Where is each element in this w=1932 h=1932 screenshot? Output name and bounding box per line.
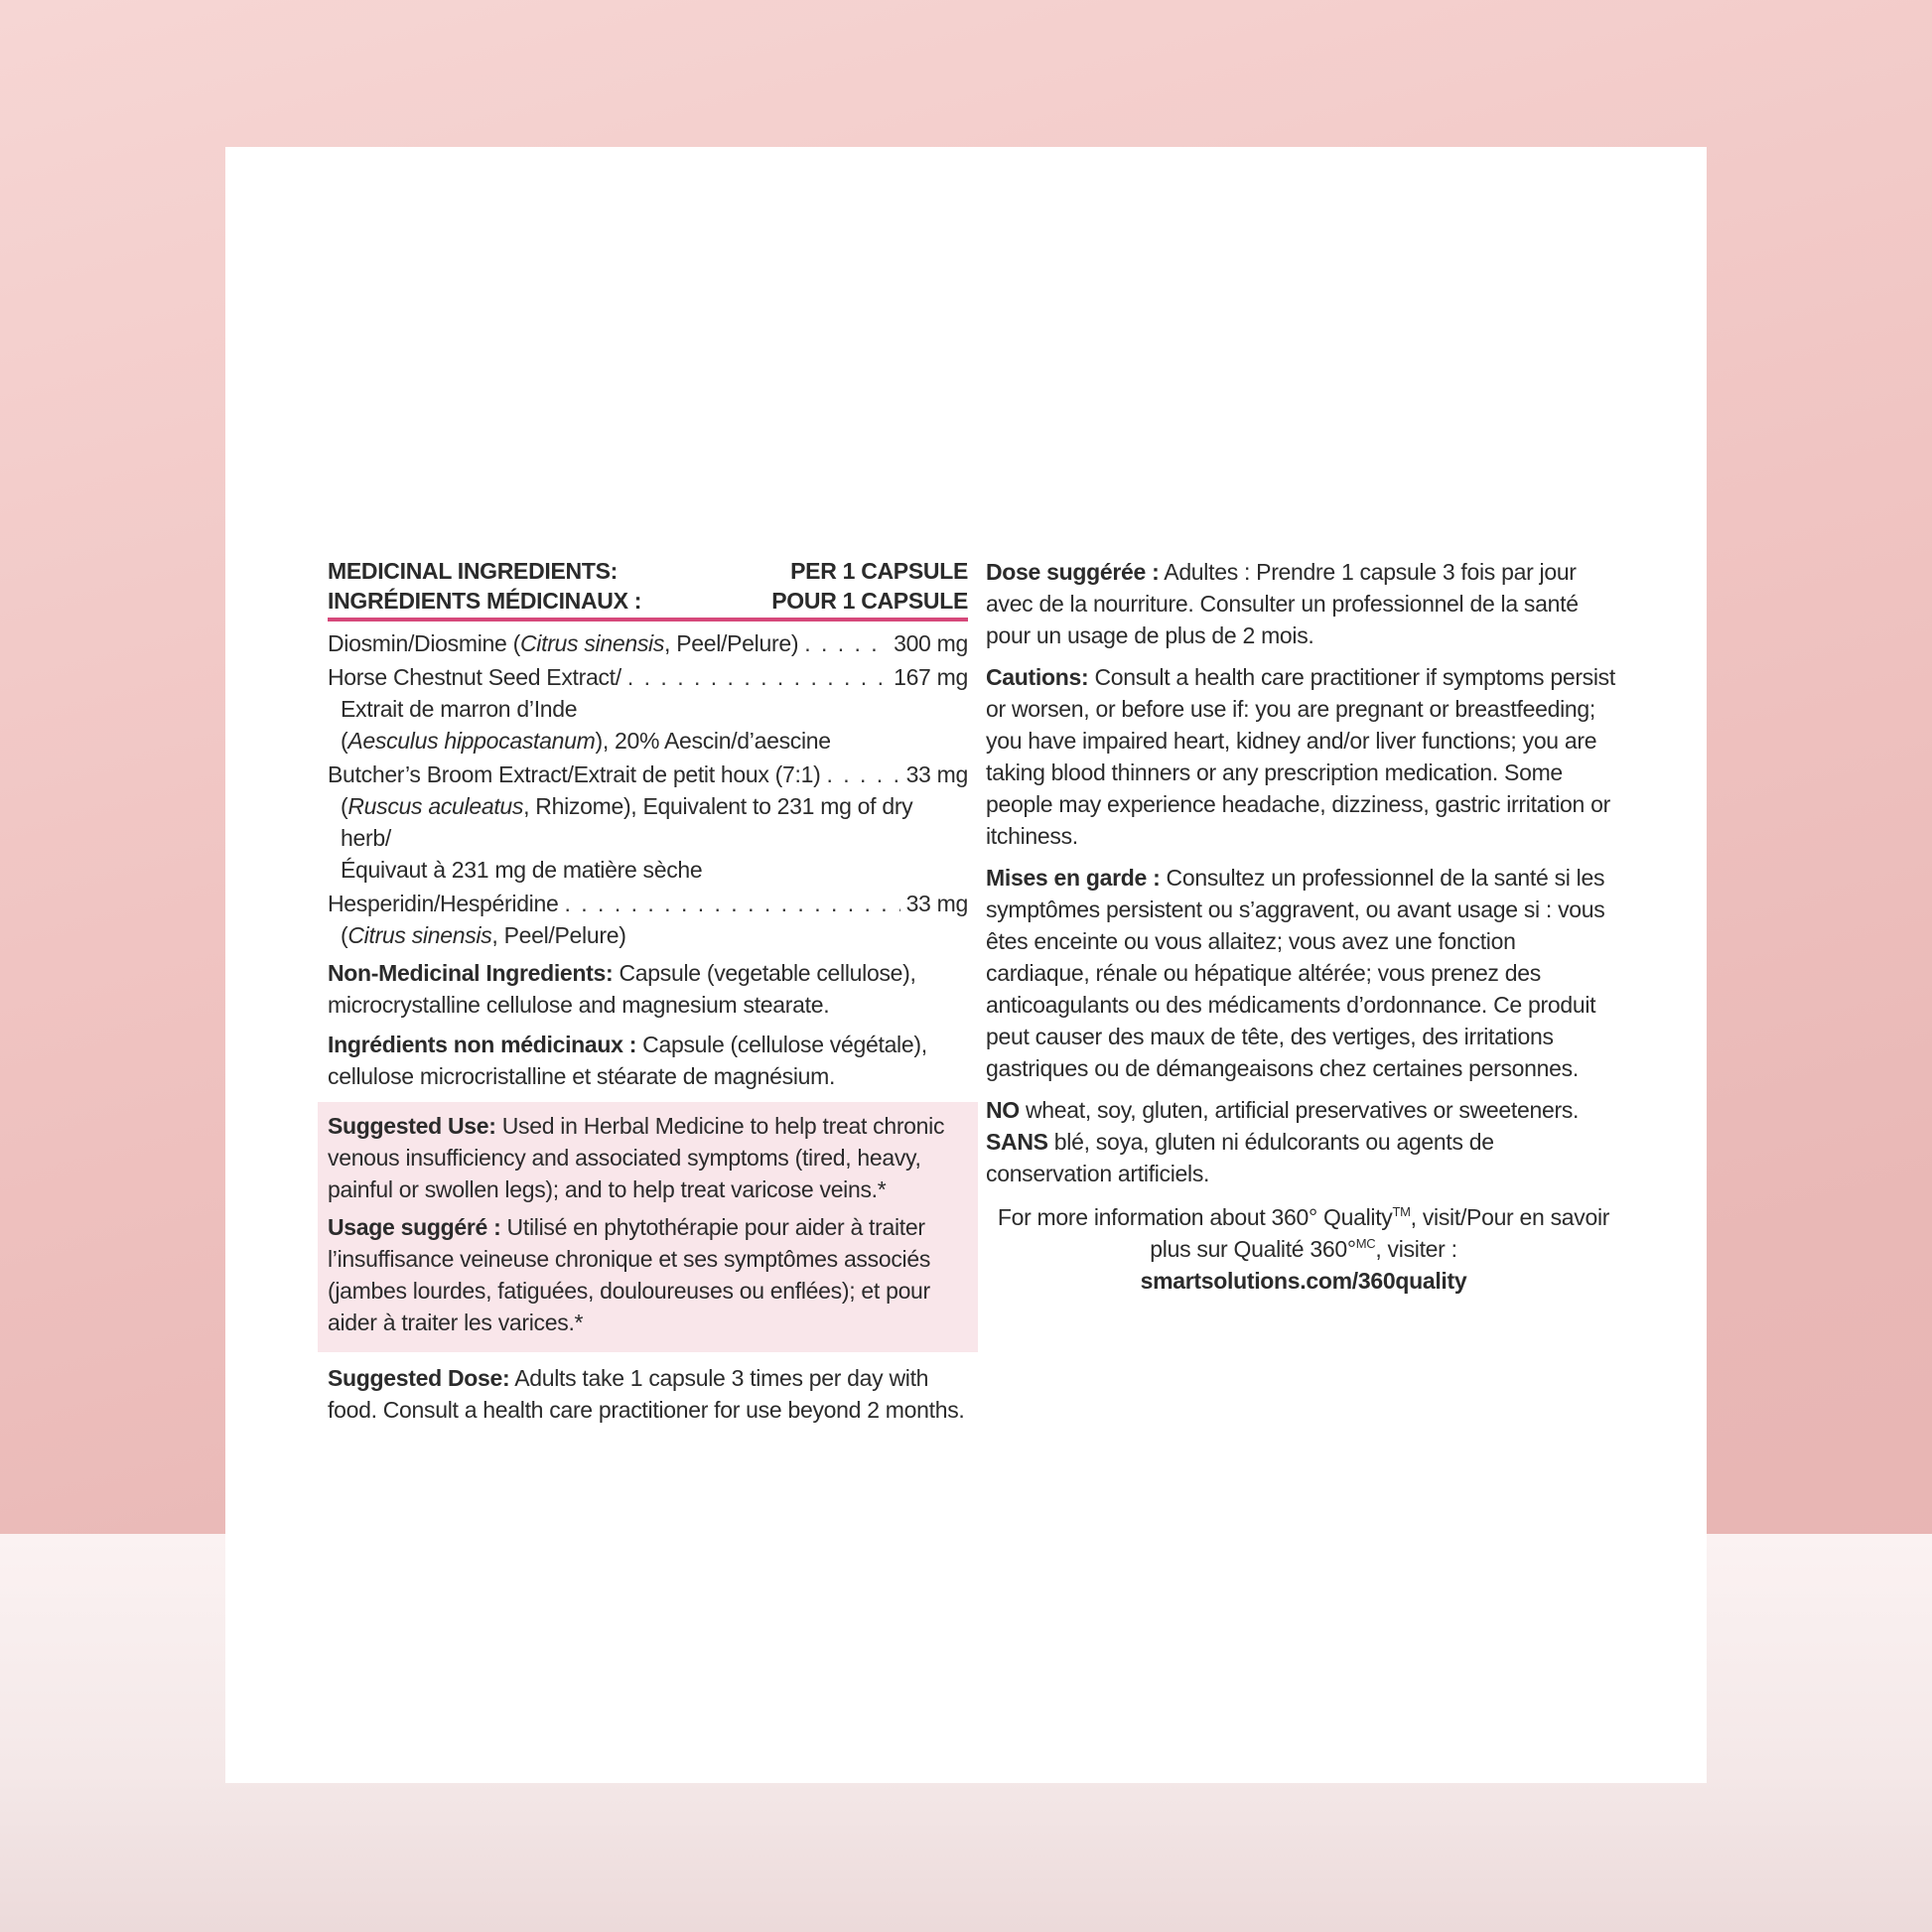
header-per-capsule-en: PER 1 CAPSULE [790,558,968,584]
suggested-use-en: Suggested Use: Used in Herbal Medicine to help treat chronic venous insufficiency and associated symptoms (tired, heavy, painful or swollen legs); and to help treat varicose veins.* [328,1113,945,1202]
ingredient-amount: 300 mg [894,630,968,656]
header-row-en [328,556,968,586]
ingredient-horse-chestnut [328,661,968,757]
cautions-en: Cautions: Consult a health care practitioner if symptoms persist or worsen, or before use if: you are pregnant or breastfeeding; you have impaired heart, kidney and/or liver functions; you are taking blood thinners or any prescription medication. Some people may experience headache, dizziness, gastric irritation or itchiness. [986,664,1615,849]
ingredient-amount: 167 mg [894,664,968,690]
non-medicinal-fr: Ingrédients non médicinaux : Capsule (cellulose végétale), cellulose microcristalline et stéarate de magnésium. [328,1032,927,1089]
dot-leader [804,627,888,659]
header-divider [328,618,968,621]
free-from-en: NO wheat, soy, gluten, artificial preservatives or sweeteners. [986,1097,1580,1123]
label-panel [225,147,1707,1783]
dot-leader [826,759,899,790]
free-from-fr: SANS blé, soya, gluten ni édulcorants ou agents de conservation artificiels. [986,1129,1494,1186]
right-column [986,556,1621,1297]
left-column [328,556,968,1434]
more-info-note: For more information about 360° Quality™, visit/Pour en savoir plus sur Qualité 360°$^{MC}$, visiter : smartsolutions.com/360quality [997,1204,1610,1294]
ingredient-diosmin [328,627,968,659]
dot-leader [564,888,899,919]
ingredient-name: Diosmin/Diosmine (Citrus sinensis, Peel/Pelure) [328,630,799,656]
header-ingredients-fr: INGRÉDIENTS MÉDICINAUX : [328,588,642,614]
suggested-use-fr: Usage suggéré : Utilisé en phytothérapie pour aider à traiter l’insuffisance veineuse chronique et ses symptômes associés (jambes lourdes, fatiguées, douloureuses ou enflées); et pour aider à traiter les varices.* [328,1214,931,1335]
ingredient-detail: (Ruscus aculeatus, Rhizome), Equivalent to 231 mg of dry herb/ [341,793,913,851]
ingredient-amount: 33 mg [905,761,968,787]
dot-leader [627,661,888,693]
ingredient-name: Horse Chestnut Seed Extract/ [328,664,621,690]
ingredient-detail: (Aesculus hippocastanum), 20% Aescin/d’aescine [341,728,831,754]
website-link[interactable]: smartsolutions.com/360quality [1140,1268,1467,1294]
ingredient-detail: Équivaut à 231 mg de matière sèche [341,857,703,883]
suggested-dose-fr: Dose suggérée : Adultes : Prendre 1 capsule 3 fois par jour avec de la nourriture. Consulter un professionnel de la santé pour un usage de plus de 2 mois. [986,559,1579,648]
ingredient-name: Butcher’s Broom Extract/Extrait de petit houx (7:1) [328,761,821,787]
header-row-fr [328,586,968,616]
ingredient-detail: Extrait de marron d’Inde [341,696,578,722]
ingredient-detail: (Citrus sinensis, Peel/Pelure) [341,922,626,948]
header-per-capsule-fr: POUR 1 CAPSULE [771,588,968,614]
header-ingredients-en: MEDICINAL INGREDIENTS: [328,558,618,584]
cautions-fr: Mises en garde : Consultez un professionnel de la santé si les symptômes persistent ou s’aggravent, ou avant usage si : vous êtes enceinte ou vous allaitez; vous avez une fonction cardiaque, rénale ou hépatique altérée; vous prenez des anticoagulants ou des médicaments d’ordonnance. Ce produit peut causer des maux de tête, des vertiges, des irritations gastriques ou de démangeaisons chez certaines personnes. [986,865,1605,1081]
ingredient-hesperidin [328,888,968,951]
non-medicinal-en: Non-Medicinal Ingredients: Capsule (vegetable cellulose), microcrystalline cellulose and magnesium stearate. [328,960,916,1018]
ingredient-amount: 33 mg [905,891,968,916]
suggested-dose-en: Suggested Dose: Adults take 1 capsule 3 times per day with food. Consult a health care practitioner for use beyond 2 months. [328,1365,965,1423]
suggested-use-box [318,1102,978,1352]
ingredient-name: Hesperidin/Hespéridine [328,891,559,916]
ingredient-butchers-broom [328,759,968,886]
